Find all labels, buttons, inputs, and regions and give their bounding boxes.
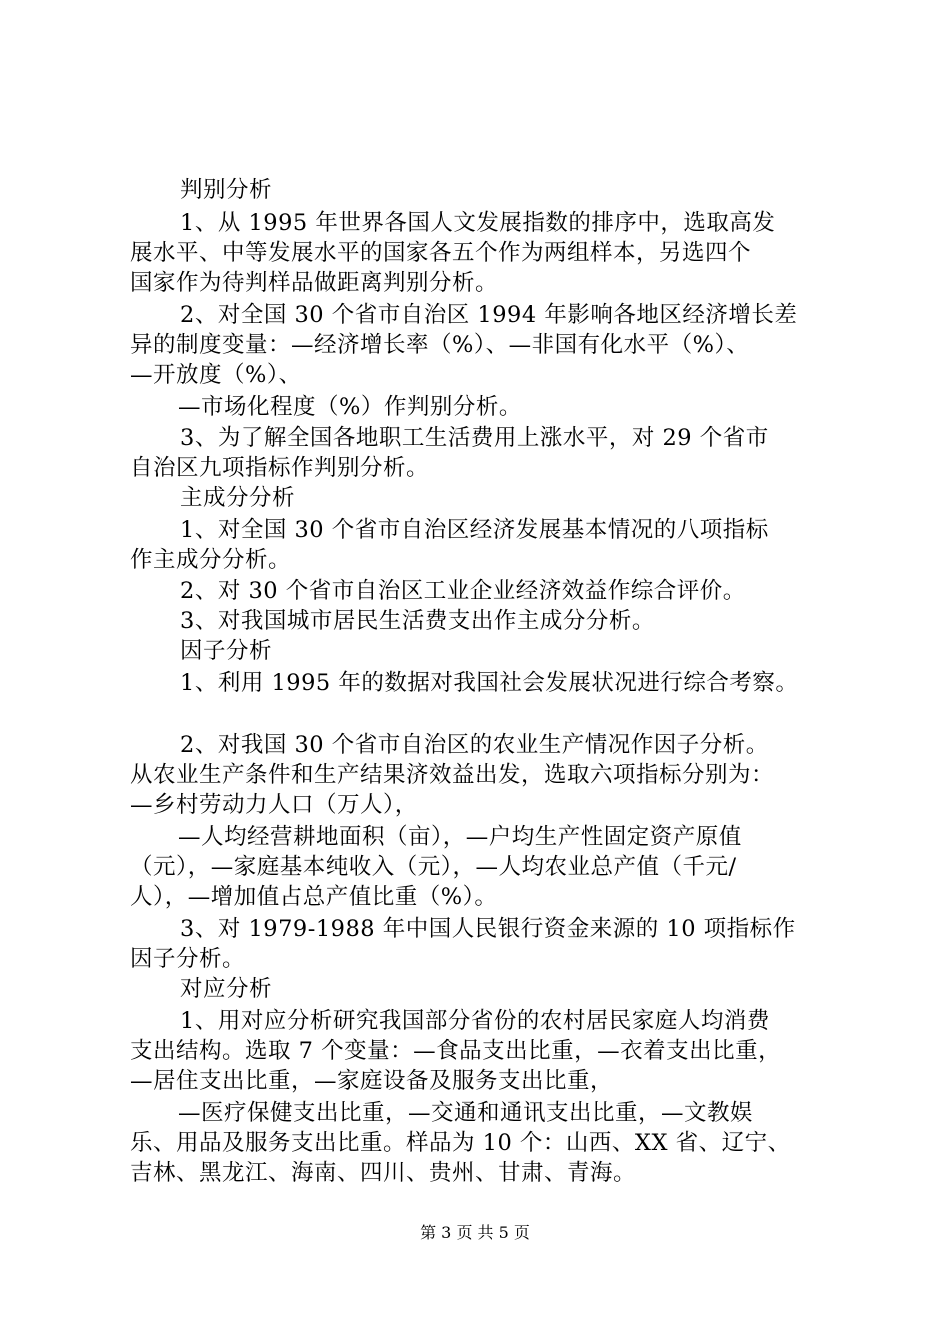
paragraph-line: 3、为了解全国各地职工生活费用上涨水平，对 29 个省市 — [180, 425, 769, 451]
paragraph-line: 因子分析。 — [130, 946, 246, 972]
paragraph-line: （元），—家庭基本纯收入（元），—人均农业总产值（千元/ — [130, 854, 737, 880]
paragraph-line: 国家作为待判样品做距离判别分析。 — [130, 270, 499, 296]
paragraph-line: 自治区九项指标作判别分析。 — [130, 455, 430, 481]
paragraph-line: 异的制度变量：—经济增长率（%）、—非国有化水平（%）、 — [130, 332, 750, 358]
heading-factor-analysis: 因子分析 — [180, 638, 273, 664]
paragraph-line: —居住支出比重，—家庭设备及服务支出比重， — [130, 1068, 614, 1094]
heading-discriminant-analysis: 判别分析 — [180, 177, 273, 203]
paragraph-line: —人均经营耕地面积（亩），—户均生产性固定资产原值 — [178, 824, 742, 850]
page-number-footer: 第 3 页 共 5 页 — [420, 1223, 530, 1242]
paragraph-line: 2、对我国 30 个省市自治区的农业生产情况作因子分析。 — [180, 732, 769, 758]
paragraph-line: 人），—增加值占总产值比重（%）。 — [130, 884, 498, 910]
paragraph-line: 1、用对应分析研究我国部分省份的农村居民家庭人均消费 — [180, 1008, 770, 1034]
paragraph-line: 2、对全国 30 个省市自治区 1994 年影响各地区经济增长差 — [180, 302, 798, 328]
paragraph-line: —开放度（%）、 — [130, 362, 302, 388]
paragraph-line: 1、从 1995 年世界各国人文发展指数的排序中，选取高发 — [180, 210, 776, 236]
paragraph-line: 支出结构。选取 7 个变量：—食品支出比重，—衣着支出比重， — [130, 1038, 782, 1064]
paragraph-line: 1、利用 1995 年的数据对我国社会发展状况进行综合考察。 — [180, 670, 799, 696]
paragraph-line: 2、对 30 个省市自治区工业企业经济效益作综合评价。 — [180, 578, 746, 604]
paragraph-line: 展水平、中等发展水平的国家各五个作为两组样本，另选四个 — [130, 240, 752, 266]
paragraph-line: 3、对我国城市居民生活费支出作主成分分析。 — [180, 608, 655, 634]
paragraph-line: 乐、用品及服务支出比重。样品为 10 个：山西、XX 省、辽宁、 — [130, 1130, 791, 1156]
paragraph-line: 1、对全国 30 个省市自治区经济发展基本情况的八项指标 — [180, 517, 769, 543]
heading-principal-component-analysis: 主成分分析 — [180, 485, 296, 511]
paragraph-line: 3、对 1979-1988 年中国人民银行资金来源的 10 项指标作 — [180, 916, 796, 942]
paragraph-line: 作主成分分析。 — [130, 547, 292, 573]
paragraph-line: 吉林、黑龙江、海南、四川、贵州、甘肃、青海。 — [130, 1160, 637, 1186]
paragraph-line: 从农业生产条件和生产结果济效益出发，选取六项指标分别为： — [130, 762, 775, 788]
paragraph-line: —市场化程度（%）作判别分析。 — [178, 394, 522, 420]
paragraph-line: —医疗保健支出比重，—交通和通讯支出比重，—文教娱 — [178, 1100, 754, 1126]
paragraph-line: —乡村劳动力人口（万人）， — [130, 792, 418, 818]
heading-correspondence-analysis: 对应分析 — [180, 976, 273, 1002]
